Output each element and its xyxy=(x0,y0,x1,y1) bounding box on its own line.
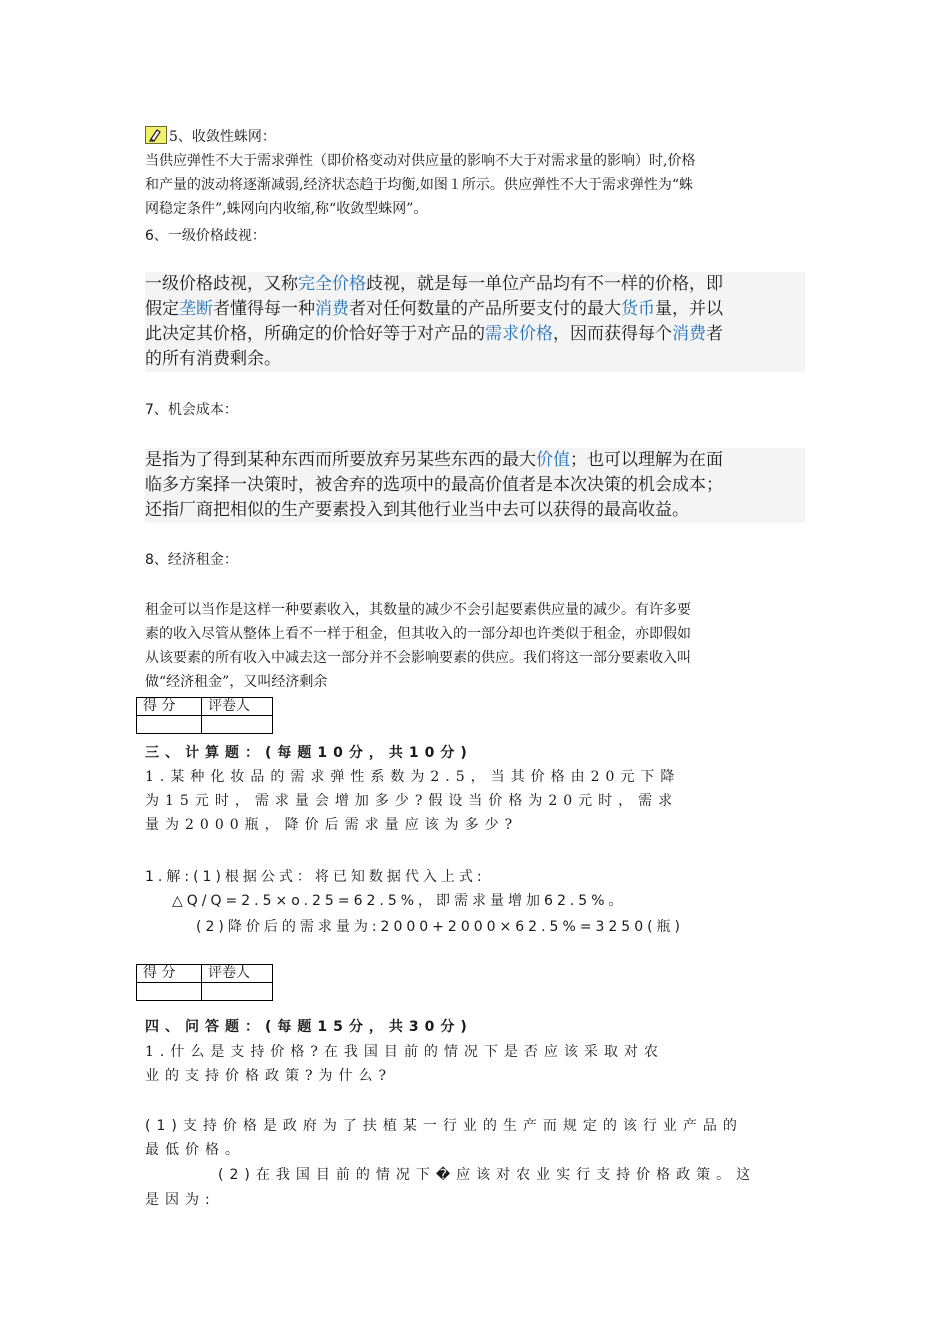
section-7-body xyxy=(145,448,805,523)
part-3-answer-line-3: (2)降价后的需求量为:2000+2000×62.5%=3250(瓶) xyxy=(196,919,685,935)
section-5-heading: 5、收敛性蛛网： xyxy=(145,125,276,149)
link-consumer[interactable]: 消费 xyxy=(672,324,706,344)
link-perfect-price[interactable]: 完全价格 xyxy=(298,274,366,294)
part-4-answer-line-4: 是因为: xyxy=(145,1192,216,1208)
score-cell[interactable] xyxy=(137,983,202,1001)
score-table xyxy=(136,697,273,734)
text-line: 1.什么是支持价格?在我国目前的情况下是否应该采取对农 xyxy=(145,1044,664,1060)
text-line: 业的支持价格政策?为什么? xyxy=(145,1068,393,1084)
link-demand-price[interactable]: 需求价格 xyxy=(485,324,553,344)
part-4-answer xyxy=(145,1114,805,1162)
link-monopoly[interactable]: 垄断 xyxy=(179,299,213,319)
score-header: 得 分 xyxy=(137,965,202,983)
text-line: 的所有消费剩余。 xyxy=(145,349,281,369)
score-table xyxy=(136,964,273,1001)
section-6-body xyxy=(145,272,805,372)
grader-cell[interactable] xyxy=(202,983,273,1001)
part-4-title: 四、问答题：(每题15分，共30分) xyxy=(145,1019,473,1035)
text-line: 还指厂商把相似的生产要素投入到其他行业当中去可以获得的最高收益。 xyxy=(145,500,689,520)
text-line: 一级价格歧视，又称完全价格歧视，就是每一单位产品均有不一样的价格，即 xyxy=(145,274,723,294)
section-6-heading: 6、一级价格歧视： xyxy=(145,228,266,244)
text-line: 是指为了得到某种东西而所要放弃另某些东西的最大价值；也可以理解为在面 xyxy=(145,450,723,470)
text-line: 临多方案择一决策时，被舍弃的选项中的最高价值者是本次决策的机会成本； xyxy=(145,475,723,495)
text-line: 从该要素的所有收入中减去这一部分并不会影响要素的供应。我们将这一部分要素收入叫 xyxy=(145,650,691,666)
text-line: 素的收入尽管从整体上看不一样于租金，但其收入的一部分却也许类似于租金，亦即假如 xyxy=(145,626,691,642)
link-currency[interactable]: 货币 xyxy=(621,299,655,319)
text-line: 量为2000瓶，降价后需求量应该为多少? xyxy=(145,817,519,833)
text-line: 最低价格。 xyxy=(145,1142,245,1158)
link-value[interactable]: 价值 xyxy=(536,450,570,470)
grader-header: 评卷人 xyxy=(202,698,273,716)
score-cell[interactable] xyxy=(137,716,202,734)
note-icon xyxy=(145,126,167,144)
text-line: 做“经济租金”，又叫经济剩余 xyxy=(145,674,328,690)
part-3-answer-line-2: △Q/Q=2.5×o.25=62.5%，即需求量增加62.5%。 xyxy=(172,893,627,909)
text-line: 假定垄断者懂得每一种消费者对任何数量的产品所要支付的最大货币量，并以 xyxy=(145,299,723,319)
score-header: 得 分 xyxy=(137,698,202,716)
text-line: 当供应弹性不大于需求弹性（即价格变动对供应量的影响不大于对需求量的影响）时,价格 xyxy=(145,153,696,169)
link-consumer[interactable]: 消费 xyxy=(315,299,349,319)
text-line: 此决定其价格，所确定的价恰好等于对产品的需求价格，因而获得每个消费者 xyxy=(145,324,723,344)
text-line: 为15元时，需求量会增加多少?假设当价格为20元时，需求 xyxy=(145,793,679,809)
section-7-heading: 7、机会成本： xyxy=(145,402,238,418)
grader-header: 评卷人 xyxy=(202,965,273,983)
part-3-title: 三、计算题：(每题10分，共10分) xyxy=(145,745,473,761)
text-line: 1.某种化妆品的需求弹性系数为2.5，当其价格由20元下降 xyxy=(145,769,681,785)
text-line: 和产量的波动将逐渐减弱,经济状态趋于均衡,如图１所示。供应弹性不大于需求弹性为“蛛 xyxy=(145,177,694,193)
section-5-body xyxy=(145,149,805,221)
text-line: 网稳定条件”,蛛网向内收缩,称“收敛型蛛网”。 xyxy=(145,201,428,217)
part-3-question xyxy=(145,765,805,837)
part-4-question xyxy=(145,1040,805,1088)
part-4-answer-line-3: (2)在我国目前的情况下�应该对农业实行支持价格政策。这 xyxy=(218,1167,757,1183)
section-8-heading: 8、经济租金： xyxy=(145,552,238,568)
section-8-body xyxy=(145,598,805,694)
part-3-answer-line-1: 1.解:(1)根据公式：将已知数据代入上式: xyxy=(145,869,486,885)
text-line: (1)支持价格是政府为了扶植某一行业的生产而规定的该行业产品的 xyxy=(145,1118,743,1134)
grader-cell[interactable] xyxy=(202,716,273,734)
text-line: 租金可以当作是这样一种要素收入，其数量的减少不会引起要素供应量的减少。有许多要 xyxy=(145,602,691,618)
